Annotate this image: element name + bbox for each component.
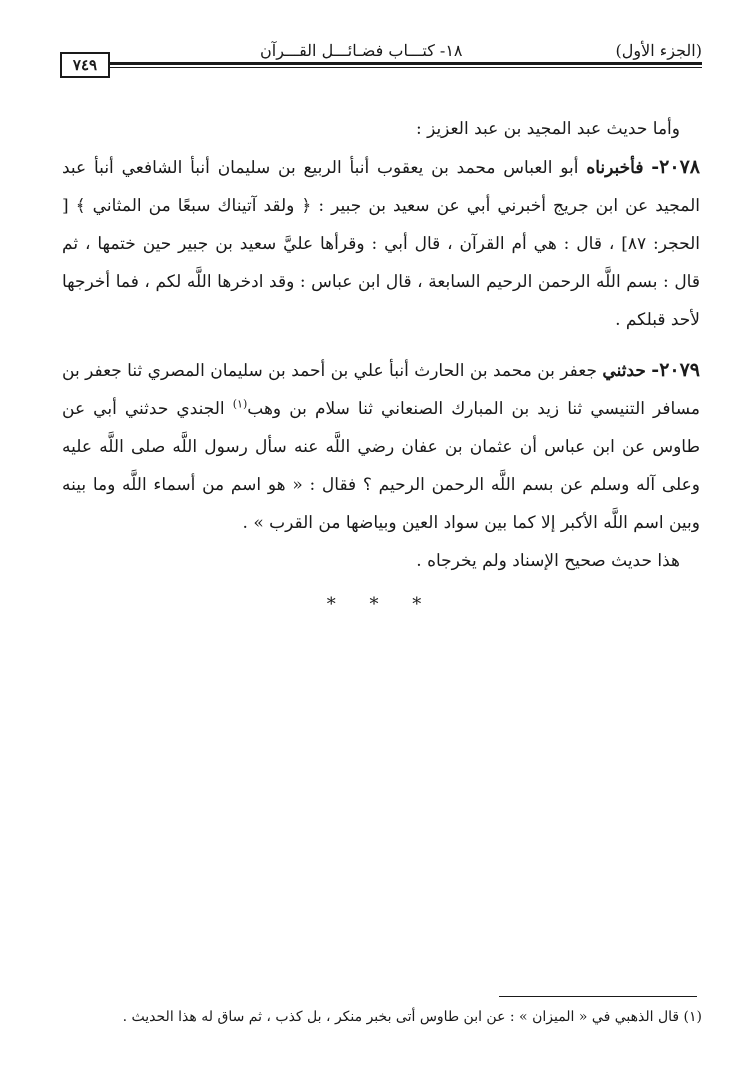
- hadith-text-cont: الجندي حدثني أبي عن طاوس عن ابن عباس أن عثمان بن عفان رضي اللَّه عنه سأل رسول اللَّه صلى اللَّه عليه وعلى آله وسلم عن بسم اللَّه الرحمن الرحيم ؟ فقال : « هو اسم من أسماء اللَّه وما بينه وبين اسم اللَّه الأكبر إلا كما بين سواد العين وبياضها من القرب » .: [62, 399, 700, 533]
- page-number: ٧٤٩: [60, 52, 110, 78]
- hadith-number: ٢٠٧٩-: [651, 359, 701, 381]
- page-body: [62, 110, 700, 624]
- chapter-title: ١٨- كتـــاب فضـائـــل القـــرآن: [260, 41, 463, 60]
- hadith-2079: [62, 351, 700, 542]
- header-rule-thick: [108, 62, 702, 65]
- volume-title: (الجزء الأول): [615, 41, 702, 60]
- page-header: [60, 38, 702, 74]
- intro-line: وأما حديث عبد المجيد بن عبد العزيز :: [415, 119, 680, 139]
- hadith-text: جعفر بن محمد بن الحارث أنبأ علي بن أحمد بن سليمان المصري ثنا جعفر بن مسافر التنيسي ثنا زيد بن المبارك الصنعاني ثنا سلام بن وهب: [62, 361, 701, 419]
- footnote-rule: [499, 996, 697, 997]
- header-rule-thin: [108, 67, 702, 68]
- closing-remark: هذا حديث صحيح الإسناد ولم يخرجاه .: [416, 551, 680, 571]
- hadith-number: ٢٠٧٨-: [651, 156, 700, 178]
- hadith-lead: فأخبرناه: [586, 158, 644, 178]
- hadith-text: أبو العباس محمد بن يعقوب أنبأ الربيع بن سليمان أنبأ الشافعي أنبأ عبد المجيد عن ابن جريج أخبرني أبي عن سعيد بن جبير : ﴿ ولقد آتيناك سبعًا من المثاني ﴾ [ الحجر: ٨٧] ، قال : هي أم القرآن ، قال أبي : وقرأها عليَّ سعيد بن جبير حين ختمها ، ثم قال : بسم اللَّه الرحمن الرحيم السابعة ، قال ابن عباس : وقد ادخرها اللَّه لكم ، فما أخرجها لأحد قبلكم .: [62, 158, 700, 330]
- separator-stars: * * *: [326, 594, 436, 615]
- footnote-ref[interactable]: (١): [232, 397, 248, 411]
- hadith-lead: حدثني: [602, 361, 646, 381]
- hadith-2078: [62, 148, 700, 339]
- footnote: (١) قال الذهبي في « الميزان » : عن ابن طاوس أتى بخبر منكر ، بل كذب ، ثم ساق له هذا الحديث .: [122, 1009, 702, 1025]
